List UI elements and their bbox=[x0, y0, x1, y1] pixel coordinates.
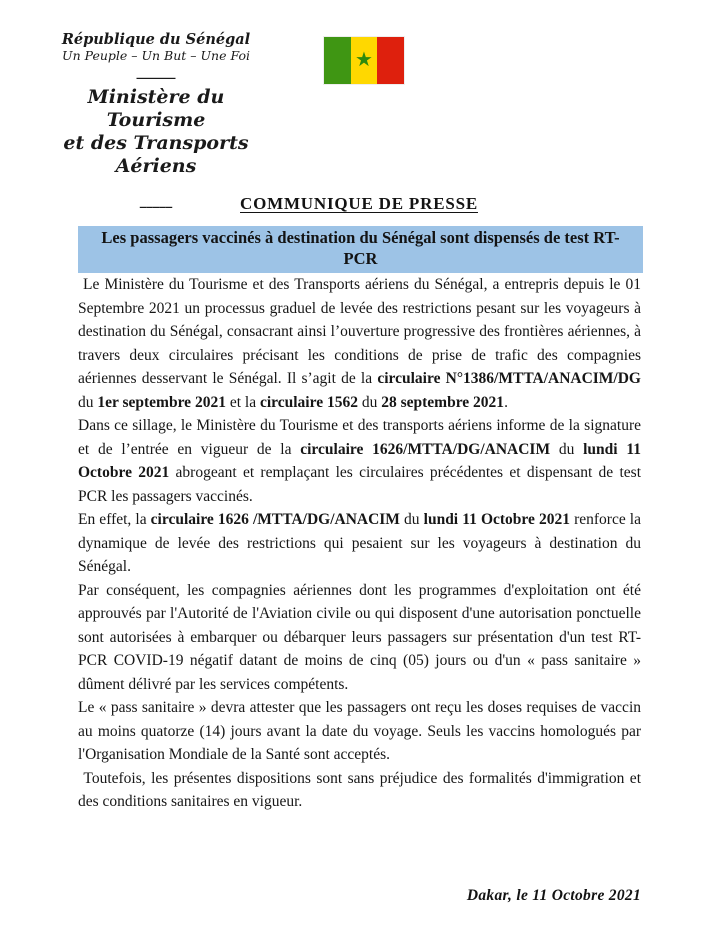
flag-red-stripe bbox=[377, 37, 404, 84]
separator-dash-bottom: _____ bbox=[139, 194, 173, 209]
paragraph-5: Le « pass sanitaire » devra attester que les passagers ont reçu les doses requises de vaccin au moins quatorze (14) jours avant la date du voyage. Seuls les vaccins homologués par l'Organisation Mondiale de la Santé sont acceptés. bbox=[78, 699, 641, 763]
flag-star-icon: ★ bbox=[355, 48, 373, 71]
press-release-title bbox=[0, 194, 718, 214]
ministry-name-line1: Ministère du Tourisme bbox=[87, 86, 225, 131]
separator-dash-top: ______ bbox=[136, 65, 176, 80]
flag-green-stripe bbox=[324, 37, 351, 84]
senegal-flag bbox=[323, 36, 405, 85]
republic-name: République du Sénégal bbox=[61, 31, 251, 48]
press-release-title-text: COMMUNIQUE DE PRESSE bbox=[240, 194, 478, 213]
ministry-name-line2: et des Transports Aériens bbox=[63, 132, 249, 177]
paragraph-1: Le Ministère du Tourisme et des Transports aériens du Sénégal, a entrepris depuis le 01 Septembre 2021 un processus graduel de levée des restrictions pesant sur les voyageurs à destination du Sénégal, consacrant ainsi l’ouverture progressive des frontières aériennes, à travers deux circulaires précisant les conditions de prise de trafic des compagnies aériennes desservant le Sénégal. Il s’agit de la circulaire N°1386/MTTA/ANACIM/DG du 1er septembre 2021 et la circulaire 1562 du 28 septembre 2021. bbox=[78, 276, 641, 411]
body-text bbox=[78, 273, 641, 814]
paragraph-3: En effet, la circulaire 1626 /MTTA/DG/ANACIM du lundi 11 Octobre 2021 renforce la dynamique de levée des restrictions qui pesaient sur les voyageurs à destination du Sénégal. bbox=[78, 511, 641, 575]
headline-banner: Les passagers vaccinés à destination du Sénégal sont dispensés de test RT-PCR bbox=[78, 226, 643, 273]
national-motto: Un Peuple – Un But – Une Foi bbox=[62, 48, 250, 63]
paragraph-2: Dans ce sillage, le Ministère du Tourisme et des transports aériens informe de la signature et de l’entrée en vigueur de la circulaire 1626/MTTA/DG/ANACIM du lundi 11 Octobre 2021 abrogeant et remplaçant les circulaires précédentes et dispensant de test PCR les passagers vaccinés. bbox=[78, 417, 642, 505]
ministry-letterhead bbox=[36, 31, 276, 209]
paragraph-6: Toutefois, les présentes dispositions sont sans préjudice des formalités d'immigration et des conditions sanitaires en vigueur. bbox=[78, 769, 641, 810]
paragraph-4: Par conséquent, les compagnies aériennes dont les programmes d'exploitation ont été approuvés par l'Autorité de l'Aviation civile ou qui disposent d'une autorisation ponctuelle sont autorisées à embarquer ou débarquer leurs passagers sur présentation d'un test RT-PCR COVID-19 négatif datant de moins de cinq (05) jours ou d'un « pass sanitaire » dûment délivré par les services compétents. bbox=[78, 581, 641, 693]
dateline: Dakar, le 11 Octobre 2021 bbox=[466, 887, 641, 904]
ministry-name bbox=[36, 86, 276, 178]
